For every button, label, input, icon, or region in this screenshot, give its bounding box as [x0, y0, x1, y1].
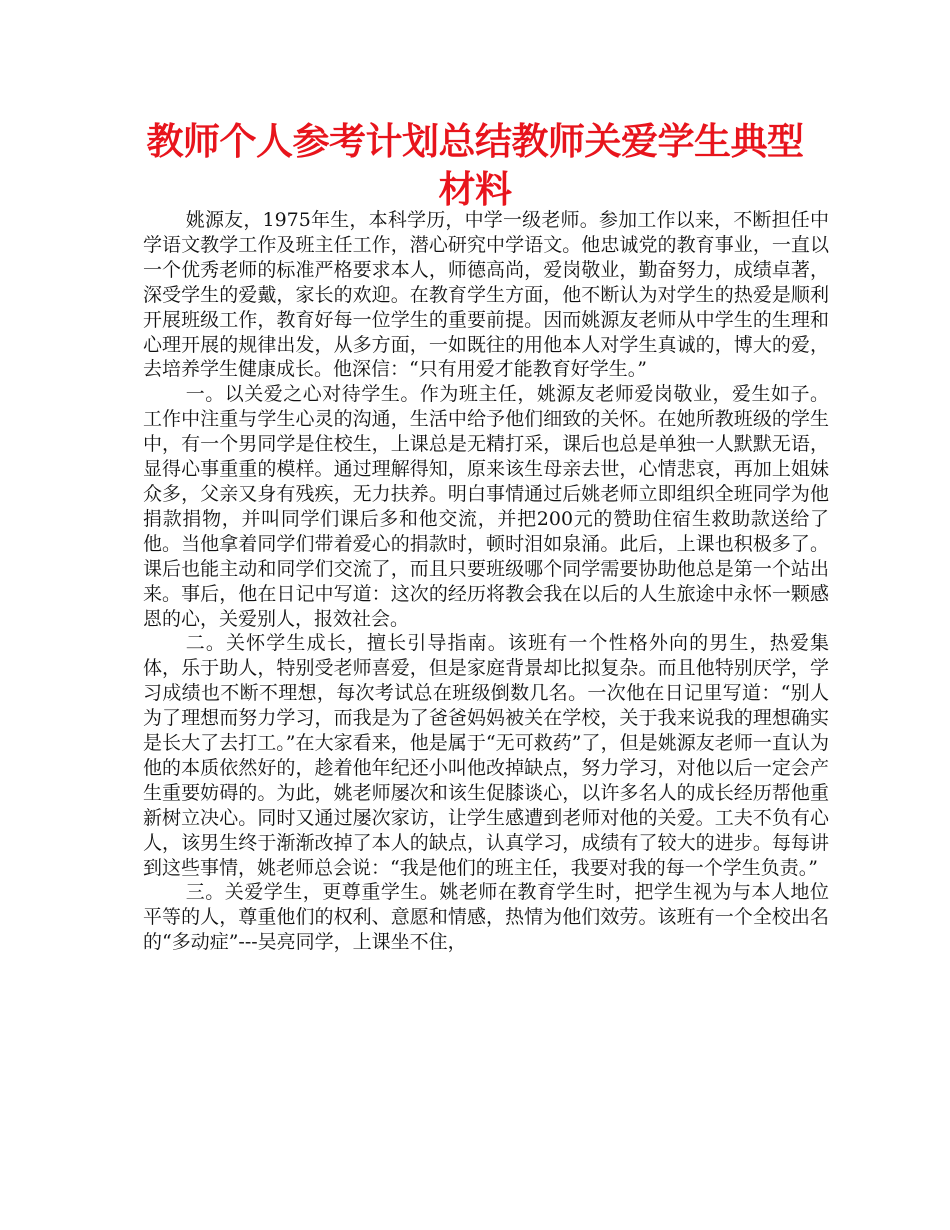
- paragraph-intro: 姚源友，1975年生，本科学历，中学一级老师。参加工作以来，不断担任中学语文教学工作及班主任工作，潜心研究中学语文。他忠诚党的教育事业，一直以一个优秀老师的标准严格要求本人，师德高尚，爱岗敬业，勤奋努力，成绩卓著，深受学生的爱戴，家长的欢迎。在教育学生方面，他不断认为对学生的热爱是顺利开展班级工作，教育好每一位学生的重要前提。因而姚源友老师从中学生的生理和心理开展的规律出发，从多方面，一如既往的用他本人对学生真诚的，博大的爱，去培养学生健康成长。他深信：“只有用爱才能教育好学生。”: [143, 209, 829, 381]
- paragraph-section-1: 一。以关爱之心对待学生。作为班主任，姚源友老师爱岗敬业，爱生如子。工作中注重与学生心灵的沟通，生活中给予他们细致的关怀。在她所教班级的学生中，有一个男同学是住校生，上课总是无精打采，课后也总是单独一人默默无语，显得心事重重的模样。通过理解得知，原来该生母亲去世，心情悲哀，再加上姐妹众多，父亲又身有残疾，无力扶养。明白事情通过后姚老师立即组织全班同学为他捐款捐物，并叫同学们课后多和他交流，并把200元的赞助住宿生救助款送给了他。当他拿着同学们带着爱心的捐款时，顿时泪如泉涌。此后，上课也积极多了。课后也能主动和同学们交流了，而且只要班级哪个同学需要协助他总是第一个站出来。事后，他在日记中写道：这次的经历将教会我在以后的人生旅途中永怀一颗感恩的心，关爱别人，报效社会。: [143, 383, 829, 630]
- document-title: 教师个人参考计划总结教师关爱学生典型材料: [146, 120, 804, 211]
- document-body: [143, 208, 829, 955]
- paragraph-section-3: 三。关爱学生，更尊重学生。姚老师在教育学生时，把学生视为与本人地位平等的人，尊重他们的权利、意愿和情感，热情为他们效劳。该班有一个全校出名的“多动症”---吴亮同学，上课坐不住，: [143, 881, 829, 954]
- paragraph-section-2: 二。关怀学生成长，擅长引导指南。该班有一个性格外向的男生，热爱集体，乐于助人，特别受老师喜爱，但是家庭背景却比拟复杂。而且他特别厌学，学习成绩也不断不理想，每次考试总在班级倒数几名。一次他在日记里写道：“别人为了理想而努力学习，而我是为了爸爸妈妈被关在学校，关于我来说我的理想确实是长大了去打工。”在大家看来，他是属于“无可救药”了，但是姚源友老师一直认为他的本质依然好的，趁着他年纪还小叫他改掉缺点，努力学习，对他以后一定会产生重要妨碍的。为此，姚老师屡次和该生促膝谈心，以许多名人的成长经历帮他重新树立决心。同时又通过屡次家访，让学生感遭到老师对他的关爱。工夫不负有心人，该男生终于渐渐改掉了本人的缺点，认真学习，成绩有了较大的进步。每每讲到这些事情，姚老师总会说：“我是他们的班主任，我要对我的每一个学生负责。”: [143, 632, 829, 879]
